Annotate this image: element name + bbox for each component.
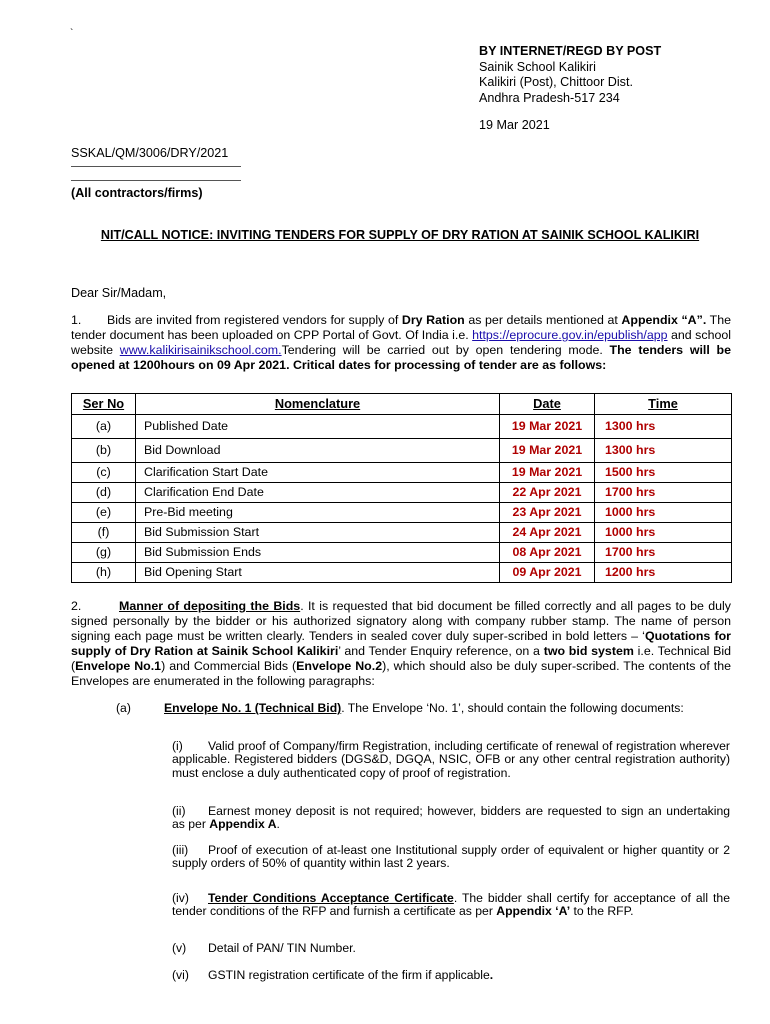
table-header-row: [72, 394, 732, 415]
letter-date: 19 Mar 2021: [479, 118, 550, 132]
dispatch-mode: BY INTERNET/REGD BY POST: [479, 44, 662, 58]
bold-text: .: [489, 968, 494, 982]
reference-number: SSKAL/QM/3006/DRY/2021: [71, 146, 229, 160]
item-iii: [172, 844, 730, 871]
cell-item: Bid Submission Ends: [136, 543, 500, 563]
table-row: [72, 503, 732, 523]
table-row: [72, 415, 732, 439]
sub-para-number: (a): [116, 701, 131, 715]
cell-ser: (f): [72, 523, 136, 543]
cell-date: 19 Mar 2021: [500, 439, 595, 463]
sender-address-block: [479, 44, 661, 106]
item-number: (i): [172, 739, 183, 753]
text: and school website: [71, 328, 731, 357]
cell-time: 1000 hrs: [595, 503, 732, 523]
cell-date: 22 Apr 2021: [500, 483, 595, 503]
bold-text: Quotations for supply of Dry Ration at Sainik School Kalikiri: [71, 629, 731, 658]
cell-ser: (c): [72, 463, 136, 483]
cell-time: 1200 hrs: [595, 563, 732, 583]
text: Tendering will be carried out by open tendering mode.: [281, 343, 610, 357]
text: ’ and Tender Enquiry reference, on a: [338, 644, 544, 658]
sub-para-a: [116, 702, 730, 715]
cell-time: 1700 hrs: [595, 483, 732, 503]
item-i: [172, 740, 730, 780]
address-line: Andhra Pradesh-517 234: [479, 90, 620, 105]
item-number: (vi): [172, 968, 189, 982]
bold-text: Dry Ration: [401, 313, 465, 327]
cell-date: 08 Apr 2021: [500, 543, 595, 563]
address-line: Kalikiri (Post), Chittoor Dist.: [479, 75, 633, 89]
text: .: [276, 817, 280, 832]
bold-text: Envelope No.2: [296, 659, 383, 673]
item-number: (ii): [172, 804, 186, 818]
text: ) and Commercial Bids (: [161, 659, 297, 673]
cell-item: Bid Download: [136, 439, 500, 463]
text: The tender document has been uploaded on CPP Portal of Govt. Of India i.e.: [71, 313, 732, 342]
section-heading: Tender Conditions Acceptance Certificate: [208, 891, 454, 905]
cell-date: 19 Mar 2021: [500, 415, 595, 439]
paragraph-number: 2.: [71, 599, 82, 613]
cell-ser: (g): [72, 543, 136, 563]
table-row: [72, 563, 732, 583]
cell-date: 19 Mar 2021: [500, 463, 595, 483]
text: as per details mentioned at: [464, 313, 622, 327]
bold-text: Appendix A: [209, 817, 277, 832]
text: Proof of execution of at-least one Institutional supply order of equivalent or higher quantity or 2 supply orders of 50% of quantity within last 2 years.: [172, 843, 730, 871]
section-heading: Envelope No. 1 (Technical Bid): [164, 701, 342, 715]
text: ), which should also be duly super-scribed. The contents of the Envelopes are enumerated in the following paragraphs:: [71, 659, 731, 688]
cell-date: 24 Apr 2021: [500, 523, 595, 543]
cell-time: 1000 hrs: [595, 523, 732, 543]
item-v: [172, 942, 730, 955]
cell-ser: (e): [72, 503, 136, 523]
text: . The bidder shall certify for acceptance of all the tender conditions of the RFP and furnish a certificate as per: [172, 891, 730, 919]
cell-item: Clarification Start Date: [136, 463, 500, 483]
table-row: [72, 483, 732, 503]
item-number: (iii): [172, 843, 189, 857]
bold-text: two bid system: [543, 644, 634, 658]
divider: [71, 180, 241, 181]
text: . It is requested that bid document be filled correctly and all pages to be duly signed personally by the bidder or his authorized signatory along with company rubber stamp. The name of person signing each page must be written clearly. Tenders in sealed cover duly super-scribed in bold letters – ‘: [71, 599, 731, 643]
address-line: Sainik School Kalikiri: [479, 59, 596, 74]
header-ser-no: Ser No: [72, 394, 136, 415]
text: to the RFP.: [570, 904, 634, 919]
item-iv: [172, 892, 730, 919]
bold-text: Envelope No.1: [75, 659, 162, 673]
subject-heading: NIT/CALL NOTICE: INVITING TENDERS FOR SUPPLY OF DRY RATION AT SAINIK SCHOOL KALIKIRI: [100, 228, 700, 242]
bold-text: The tenders will be opened at 1200hours on 09 Apr 2021. Critical dates for processing of tender are as follows:: [71, 343, 731, 372]
cell-item: Published Date: [136, 415, 500, 439]
cell-date: 09 Apr 2021: [500, 563, 595, 583]
cell-date: 23 Apr 2021: [500, 503, 595, 523]
table-row: [72, 543, 732, 563]
text: Valid proof of Company/firm Registration, including certificate of renewal of registration wherever applicable. Registered bidders (DGS&D, DGQA, NSIC, OFB or any other central registration authority) must enclose a duly authenticated copy of proof of registration.: [172, 739, 730, 780]
bold-text: Appendix “A”.: [621, 313, 707, 327]
cpp-portal-link[interactable]: https://eprocure.gov.in/epublish/app: [472, 328, 668, 342]
cell-item: Bid Opening Start: [136, 563, 500, 583]
cell-ser: (b): [72, 439, 136, 463]
stray-mark: `: [70, 28, 74, 39]
divider: [71, 166, 241, 167]
salutation: Dear Sir/Madam,: [71, 286, 167, 300]
bold-text: Appendix ‘A’: [496, 904, 571, 919]
addressee: (All contractors/firms): [71, 186, 203, 200]
text: Detail of PAN/ TIN Number.: [208, 941, 356, 955]
table-row: [72, 439, 732, 463]
text: GSTIN registration certificate of the firm if applicable: [208, 968, 490, 982]
cell-time: 1700 hrs: [595, 543, 732, 563]
item-number: (iv): [172, 891, 189, 905]
paragraph-1: [71, 313, 731, 373]
cell-item: Pre-Bid meeting: [136, 503, 500, 523]
critical-dates-table: [71, 393, 732, 583]
cell-item: Clarification End Date: [136, 483, 500, 503]
header-date: Date: [500, 394, 595, 415]
section-heading: Manner of depositing the Bids: [119, 599, 301, 613]
paragraph-2: [71, 599, 731, 689]
cell-ser: (d): [72, 483, 136, 503]
table-row: [72, 463, 732, 483]
text: i.e. Technical Bid (: [71, 644, 732, 673]
text: Bids are invited from registered vendors for supply of: [107, 313, 402, 327]
paragraph-number: 1.: [71, 313, 82, 327]
header-time: Time: [595, 394, 732, 415]
cell-time: 1500 hrs: [595, 463, 732, 483]
cell-time: 1300 hrs: [595, 415, 732, 439]
header-nomenclature: Nomenclature: [136, 394, 500, 415]
table-row: [72, 523, 732, 543]
item-number: (v): [172, 941, 187, 955]
cell-item: Bid Submission Start: [136, 523, 500, 543]
text: . The Envelope ‘No. 1’, should contain the following documents:: [341, 701, 684, 715]
text: Earnest money deposit is not required; however, bidders are requested to sign an undertaking as per: [172, 804, 730, 832]
school-website-link[interactable]: www.kalikirisainikschool.com.: [119, 343, 282, 357]
item-vi: [172, 969, 730, 982]
cell-ser: (a): [72, 415, 136, 439]
item-ii: [172, 805, 730, 832]
cell-time: 1300 hrs: [595, 439, 732, 463]
cell-ser: (h): [72, 563, 136, 583]
